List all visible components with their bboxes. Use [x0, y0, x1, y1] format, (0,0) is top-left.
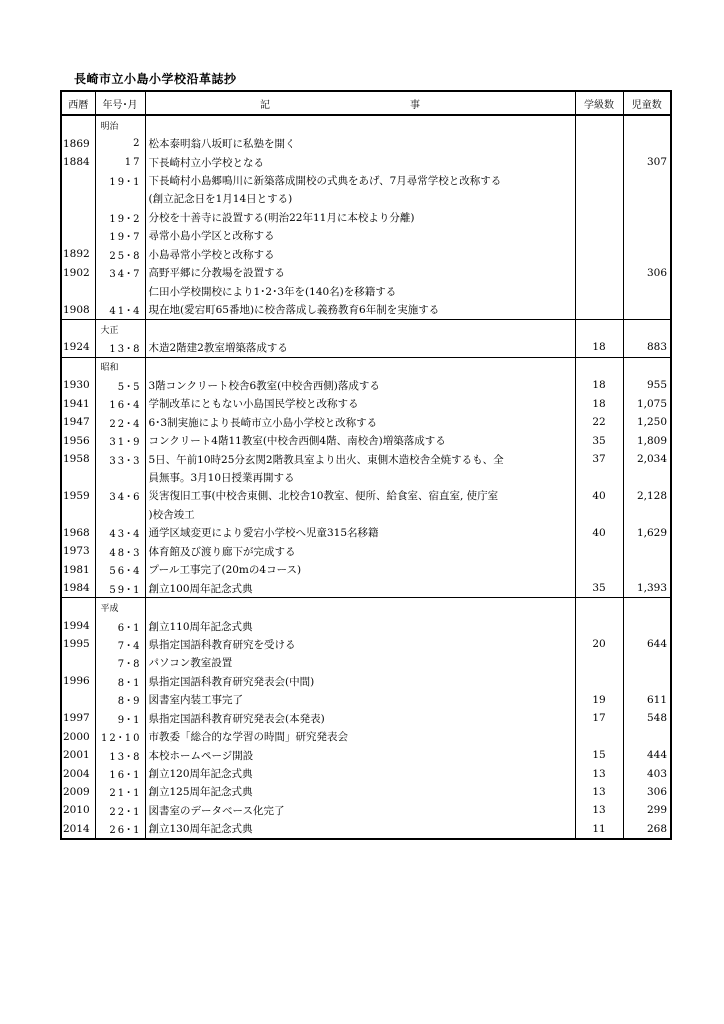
- table-row: [61, 505, 671, 523]
- event-cell: [145, 357, 575, 376]
- students-cell: 1,250: [623, 413, 671, 431]
- event-cell: [145, 598, 575, 617]
- classes-cell: [575, 617, 623, 635]
- event-cell: [145, 319, 575, 338]
- event-cell: 市教委「総合的な学習の時間」研究発表会: [145, 727, 575, 745]
- classes-cell: [575, 264, 623, 282]
- era-heading-row: [61, 319, 671, 338]
- students-cell: 1,393: [623, 579, 671, 598]
- event-cell: 創立125周年記念式典: [145, 783, 575, 801]
- year-cell: 1956: [61, 431, 95, 449]
- event-cell: 木造2階建2教室増築落成する: [145, 338, 575, 357]
- era-date-cell: 34･7: [95, 264, 145, 282]
- classes-cell: [575, 171, 623, 189]
- year-cell: 2014: [61, 820, 95, 839]
- students-cell: [623, 542, 671, 560]
- era-date-cell: 8･9: [95, 691, 145, 709]
- students-cell: [623, 319, 671, 338]
- era-date-cell: 19･2: [95, 208, 145, 226]
- era-date-cell: 26･1: [95, 820, 145, 839]
- students-cell: [623, 245, 671, 263]
- table-row: [61, 764, 671, 782]
- year-cell: 2000: [61, 727, 95, 745]
- table-row: [61, 134, 671, 152]
- era-date-cell: 16･4: [95, 395, 145, 413]
- era-date-cell: 41･4: [95, 300, 145, 319]
- students-cell: [623, 300, 671, 319]
- students-cell: 307: [623, 153, 671, 171]
- table-row: [61, 524, 671, 542]
- year-cell: 1902: [61, 264, 95, 282]
- year-cell: 1996: [61, 672, 95, 690]
- year-cell: [61, 468, 95, 486]
- era-name-cell: 明治: [95, 115, 145, 134]
- era-name-cell: 大正: [95, 319, 145, 338]
- table-row: [61, 431, 671, 449]
- year-cell: 1869: [61, 134, 95, 152]
- year-cell: [61, 171, 95, 189]
- era-date-cell: 17: [95, 153, 145, 171]
- event-cell: 5日、午前10時25分玄関2階教具室より出火、東側木造校舎全焼するも、全: [145, 450, 575, 468]
- year-cell: 1984: [61, 579, 95, 598]
- classes-cell: [575, 561, 623, 579]
- table-row: [61, 801, 671, 819]
- classes-cell: [575, 319, 623, 338]
- table-row: [61, 153, 671, 171]
- event-cell: 災害復旧工事(中校舎東側、北校舎10教室、便所、給食室、宿直室, 使庁室: [145, 487, 575, 505]
- classes-cell: [575, 300, 623, 319]
- students-cell: [623, 468, 671, 486]
- header-era: 年号･月: [95, 91, 145, 115]
- year-cell: [61, 319, 95, 338]
- students-cell: [623, 190, 671, 208]
- header-event: 記 事: [145, 91, 575, 115]
- era-date-cell: 12･10: [95, 727, 145, 745]
- era-heading-row: [61, 115, 671, 134]
- year-cell: 1930: [61, 376, 95, 394]
- era-date-cell: 16･1: [95, 764, 145, 782]
- table-row: [61, 264, 671, 282]
- event-cell: 小島尋常小学校と改称する: [145, 245, 575, 263]
- year-cell: [61, 357, 95, 376]
- table-row: [61, 542, 671, 560]
- table-row: [61, 468, 671, 486]
- table-row: [61, 783, 671, 801]
- year-cell: [61, 654, 95, 672]
- era-date-cell: 22･4: [95, 413, 145, 431]
- event-cell: 下長崎村立小学校となる: [145, 153, 575, 171]
- event-cell: [145, 115, 575, 134]
- year-cell: [61, 190, 95, 208]
- students-cell: [623, 357, 671, 376]
- era-date-cell: 59･1: [95, 579, 145, 598]
- year-cell: 1959: [61, 487, 95, 505]
- event-cell: 学制改革にともない小島国民学校と改称する: [145, 395, 575, 413]
- classes-cell: [575, 115, 623, 134]
- table-row: [61, 487, 671, 505]
- classes-cell: 13: [575, 764, 623, 782]
- students-cell: 299: [623, 801, 671, 819]
- table-row: [61, 300, 671, 319]
- students-cell: 548: [623, 709, 671, 727]
- classes-cell: [575, 598, 623, 617]
- era-date-cell: 22･1: [95, 801, 145, 819]
- classes-cell: 37: [575, 450, 623, 468]
- event-cell: 員無事。3月10日授業再開する: [145, 468, 575, 486]
- event-cell: 県指定国語科教育研究を受ける: [145, 635, 575, 653]
- event-cell: 県指定国語科教育研究発表会(中間): [145, 672, 575, 690]
- year-cell: 2001: [61, 746, 95, 764]
- table-row: [61, 820, 671, 839]
- classes-cell: 19: [575, 691, 623, 709]
- students-cell: 403: [623, 764, 671, 782]
- year-cell: 1892: [61, 245, 95, 263]
- era-heading-row: [61, 598, 671, 617]
- year-cell: 1947: [61, 413, 95, 431]
- students-cell: 306: [623, 264, 671, 282]
- table-row: [61, 579, 671, 598]
- students-cell: [623, 208, 671, 226]
- table-row: [61, 376, 671, 394]
- students-cell: 1,809: [623, 431, 671, 449]
- event-cell: 3階コンクリート校舎6教室(中校舎西側)落成する: [145, 376, 575, 394]
- event-cell: 図書室のデータベース化完了: [145, 801, 575, 819]
- table-row: [61, 672, 671, 690]
- classes-cell: 35: [575, 579, 623, 598]
- classes-cell: 15: [575, 746, 623, 764]
- era-date-cell: 7･4: [95, 635, 145, 653]
- year-cell: [61, 227, 95, 245]
- era-date-cell: 21･1: [95, 783, 145, 801]
- event-cell: 松本泰明翁八坂町に私塾を開く: [145, 134, 575, 152]
- table-row: [61, 208, 671, 226]
- era-date-cell: 5･5: [95, 376, 145, 394]
- students-cell: [623, 654, 671, 672]
- event-cell: 図書室内装工事完了: [145, 691, 575, 709]
- year-cell: 1924: [61, 338, 95, 357]
- era-date-cell: 48･3: [95, 542, 145, 560]
- event-cell: 尋常小島小学区と改称する: [145, 227, 575, 245]
- students-cell: 1,629: [623, 524, 671, 542]
- event-cell: 本校ホームページ開設: [145, 746, 575, 764]
- event-cell: 高野平郷に分教場を設置する: [145, 264, 575, 282]
- era-date-cell: 13･8: [95, 746, 145, 764]
- year-cell: [61, 598, 95, 617]
- students-cell: [623, 617, 671, 635]
- event-cell: 創立120周年記念式典: [145, 764, 575, 782]
- year-cell: 1968: [61, 524, 95, 542]
- year-cell: 1973: [61, 542, 95, 560]
- header-classes: 学級数: [575, 91, 623, 115]
- classes-cell: [575, 468, 623, 486]
- classes-cell: [575, 505, 623, 523]
- era-date-cell: 19･7: [95, 227, 145, 245]
- event-cell: 創立100周年記念式典: [145, 579, 575, 598]
- era-date-cell: 25･8: [95, 245, 145, 263]
- table-row: [61, 282, 671, 300]
- table-row: [61, 746, 671, 764]
- year-cell: [61, 505, 95, 523]
- students-cell: [623, 282, 671, 300]
- table-row: [61, 691, 671, 709]
- classes-cell: 35: [575, 431, 623, 449]
- students-cell: [623, 561, 671, 579]
- year-cell: 1884: [61, 153, 95, 171]
- table-row: [61, 413, 671, 431]
- event-cell: 創立110周年記念式典: [145, 617, 575, 635]
- table-row: [61, 617, 671, 635]
- era-date-cell: 7･8: [95, 654, 145, 672]
- students-cell: [623, 115, 671, 134]
- event-cell: 6･3制実施により長崎市立小島小学校と改称する: [145, 413, 575, 431]
- students-cell: 1,075: [623, 395, 671, 413]
- table-row: [61, 190, 671, 208]
- classes-cell: [575, 227, 623, 245]
- students-cell: 2,034: [623, 450, 671, 468]
- event-cell: コンクリート4階11教室(中校舎西側4階、南校舎)増築落成する: [145, 431, 575, 449]
- students-cell: [623, 134, 671, 152]
- event-cell: (創立記念日を1月14日とする): [145, 190, 575, 208]
- students-cell: 2,128: [623, 487, 671, 505]
- table-row: [61, 171, 671, 189]
- students-cell: [623, 727, 671, 745]
- event-cell: パソコン教室設置: [145, 654, 575, 672]
- year-cell: [61, 282, 95, 300]
- classes-cell: 18: [575, 338, 623, 357]
- classes-cell: 40: [575, 524, 623, 542]
- year-cell: 1958: [61, 450, 95, 468]
- table-row: [61, 709, 671, 727]
- students-cell: 306: [623, 783, 671, 801]
- classes-cell: 20: [575, 635, 623, 653]
- event-cell: 県指定国語科教育研究発表会(本発表): [145, 709, 575, 727]
- year-cell: 1941: [61, 395, 95, 413]
- history-table: [60, 90, 672, 840]
- students-cell: 268: [623, 820, 671, 839]
- era-heading-row: [61, 357, 671, 376]
- students-cell: 444: [623, 746, 671, 764]
- era-name-cell: 平成: [95, 598, 145, 617]
- event-cell: 体育館及び渡り廊下が完成する: [145, 542, 575, 560]
- table-body: [61, 115, 671, 839]
- year-cell: 2010: [61, 801, 95, 819]
- table-row: [61, 450, 671, 468]
- era-date-cell: 31･9: [95, 431, 145, 449]
- year-cell: [61, 208, 95, 226]
- event-cell: 通学区域変更により愛宕小学校へ児童315名移籍: [145, 524, 575, 542]
- era-date-cell: 9･1: [95, 709, 145, 727]
- classes-cell: [575, 282, 623, 300]
- era-date-cell: 34･6: [95, 487, 145, 505]
- students-cell: [623, 672, 671, 690]
- event-cell: 下長崎村小島郷鳴川に新築落成開校の式典をあげ、7月尋常学校と改称する: [145, 171, 575, 189]
- year-cell: [61, 115, 95, 134]
- year-cell: 2009: [61, 783, 95, 801]
- classes-cell: [575, 208, 623, 226]
- year-cell: 1997: [61, 709, 95, 727]
- era-date-cell: 13･8: [95, 338, 145, 357]
- era-name-cell: 昭和: [95, 357, 145, 376]
- year-cell: 1995: [61, 635, 95, 653]
- era-date-cell: 33･3: [95, 450, 145, 468]
- classes-cell: 40: [575, 487, 623, 505]
- event-cell: プール工事完了(20mの4コース): [145, 561, 575, 579]
- era-date-cell: 8･1: [95, 672, 145, 690]
- table-row: [61, 635, 671, 653]
- era-date-cell: [95, 282, 145, 300]
- table-row: [61, 395, 671, 413]
- era-date-cell: 56･4: [95, 561, 145, 579]
- era-date-cell: 6･1: [95, 617, 145, 635]
- era-date-cell: [95, 468, 145, 486]
- students-cell: 644: [623, 635, 671, 653]
- classes-cell: 13: [575, 783, 623, 801]
- classes-cell: [575, 357, 623, 376]
- classes-cell: 18: [575, 376, 623, 394]
- event-cell: 現在地(愛宕町65番地)に校舎落成し義務教育6年制を実施する: [145, 300, 575, 319]
- table-row: [61, 338, 671, 357]
- classes-cell: [575, 245, 623, 263]
- event-cell: 分校を十善寺に設置する(明治22年11月に本校より分離): [145, 208, 575, 226]
- document-title: 長崎市立小島小学校沿革誌抄: [74, 72, 237, 86]
- event-cell: 仁田小学校開校により1･2･3年を(140名)を移籍する: [145, 282, 575, 300]
- students-cell: [623, 171, 671, 189]
- classes-cell: [575, 190, 623, 208]
- classes-cell: [575, 542, 623, 560]
- table-header-row: [61, 91, 671, 115]
- era-date-cell: 2: [95, 134, 145, 152]
- classes-cell: [575, 153, 623, 171]
- students-cell: [623, 505, 671, 523]
- year-cell: [61, 691, 95, 709]
- event-cell: )校舎竣工: [145, 505, 575, 523]
- table-row: [61, 654, 671, 672]
- header-year: 西暦: [61, 91, 95, 115]
- classes-cell: [575, 672, 623, 690]
- classes-cell: 22: [575, 413, 623, 431]
- students-cell: 611: [623, 691, 671, 709]
- table-row: [61, 245, 671, 263]
- era-date-cell: 43･4: [95, 524, 145, 542]
- students-cell: 883: [623, 338, 671, 357]
- classes-cell: 17: [575, 709, 623, 727]
- classes-cell: 13: [575, 801, 623, 819]
- era-date-cell: [95, 190, 145, 208]
- year-cell: 2004: [61, 764, 95, 782]
- era-date-cell: 19･1: [95, 171, 145, 189]
- year-cell: 1994: [61, 617, 95, 635]
- students-cell: [623, 598, 671, 617]
- year-cell: 1908: [61, 300, 95, 319]
- year-cell: 1981: [61, 561, 95, 579]
- table-row: [61, 227, 671, 245]
- students-cell: [623, 227, 671, 245]
- era-date-cell: [95, 505, 145, 523]
- event-cell: 創立130周年記念式典: [145, 820, 575, 839]
- classes-cell: [575, 727, 623, 745]
- classes-cell: [575, 134, 623, 152]
- classes-cell: [575, 654, 623, 672]
- table-row: [61, 561, 671, 579]
- table-row: [61, 727, 671, 745]
- classes-cell: 11: [575, 820, 623, 839]
- classes-cell: 18: [575, 395, 623, 413]
- students-cell: 955: [623, 376, 671, 394]
- header-students: 児童数: [623, 91, 671, 115]
